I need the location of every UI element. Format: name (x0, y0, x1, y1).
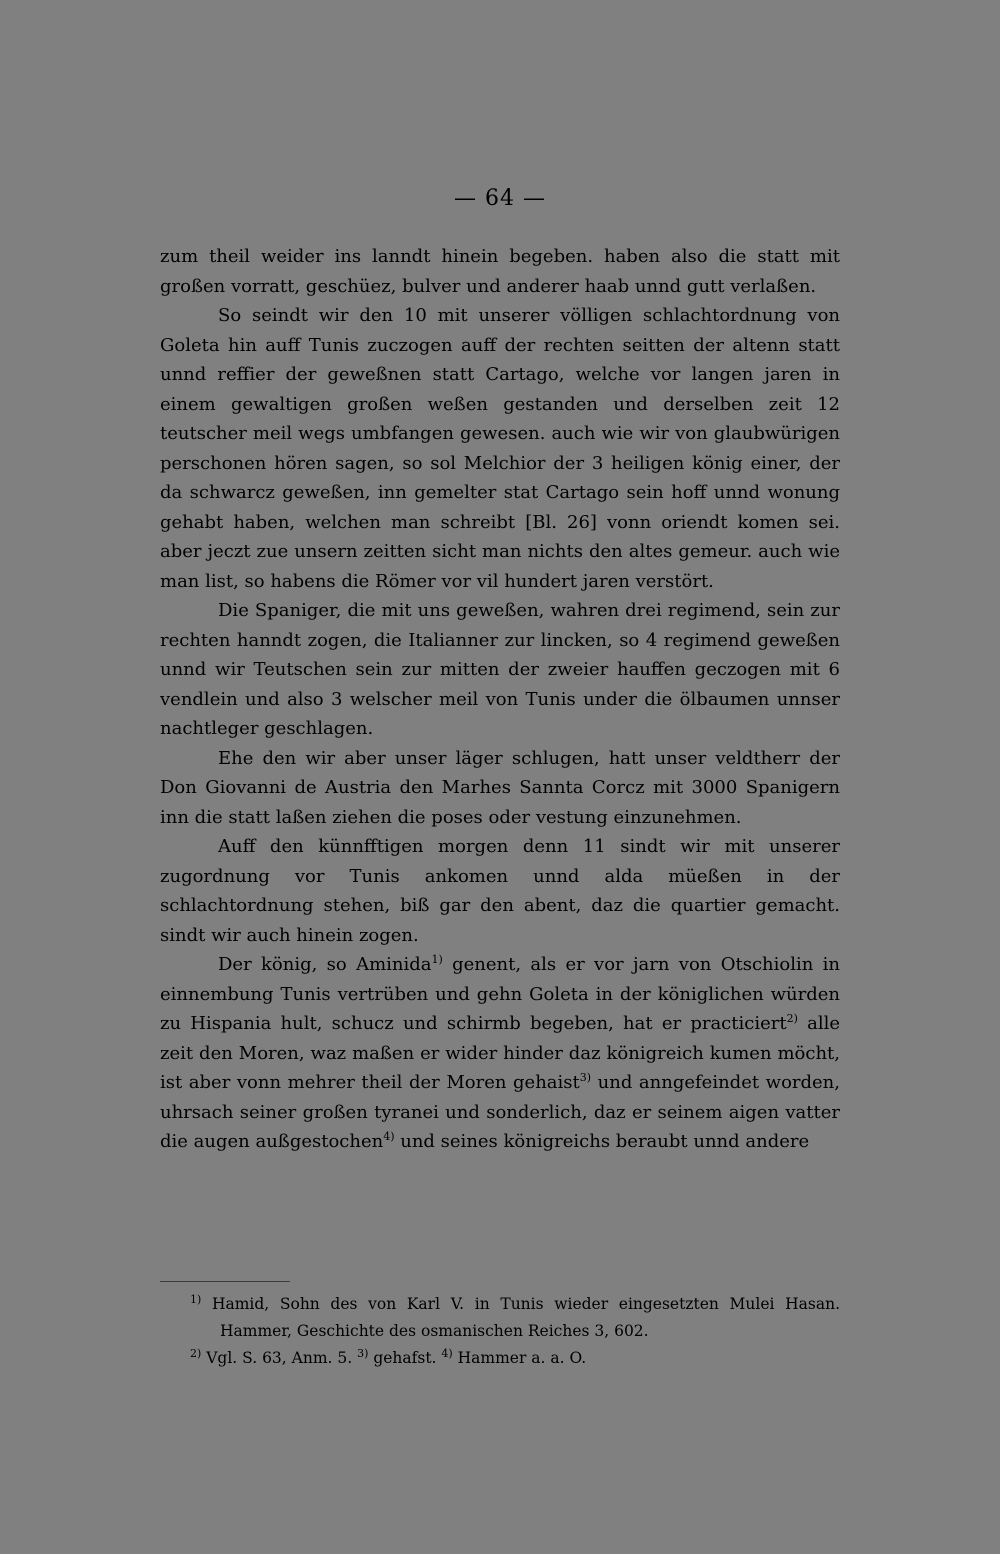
footnote-1-text: Hamid, Sohn des von Karl V. in Tunis wieder eingesetzten Mulei Hasan. Hammer, Geschichte des osmanischen Reiches 3, 602. (201, 1295, 840, 1340)
footnote-divider (160, 1281, 290, 1282)
body-text (160, 242, 840, 1157)
footnote-2-text: Vgl. S. 63, Anm. 5. (201, 1349, 358, 1367)
footnote-3-mark: 3) (357, 1346, 369, 1360)
footnote-2-mark: 2) (190, 1346, 202, 1360)
paragraph-2: So seindt wir den 10 mit unserer völligen schlachtordnung von Goleta hin auff Tunis zuczogen auff der rechten seitten der altenn statt unnd reffier der geweßnen statt Cartago, welche vor langen jaren in einem gewaltigen großen weßen gestanden und derselben zeit 12 teutscher meil wegs umbfangen gewesen. auch wie wir von glaubwürigen perschonen hören sagen, so sol Melchior der 3 heiligen könig einer, der da schwarcz geweßen, inn gemelter stat Cartago sein hoff unnd wonung gehabt haben, welchen man schreibt [Bl. 26] vonn oriendt komen sei. aber jeczt zue unsern zeitten sicht man nichts den altes gemeur. auch wie man list, so habens die Römer vor vil hundert jaren verstört. (160, 305, 840, 592)
paragraph-6-text-c: alle zeit den Moren, waz maßen er wider hinder daz königreich kumen möcht, ist aber vonn mehrer theil der Moren gehaist (160, 1013, 840, 1093)
footnotes (190, 1291, 840, 1372)
footnote-2-3-4 (190, 1345, 840, 1372)
footnote-1 (190, 1291, 840, 1345)
footnote-ref-1: 1) (431, 953, 443, 966)
page-number: — 64 — (454, 186, 546, 211)
paragraph-6-text-a: Der könig, so Aminida (218, 954, 432, 975)
paragraph-6-text-e: und seines königreichs beraubt unnd andere (394, 1131, 810, 1152)
footnote-ref-4: 4) (383, 1130, 395, 1143)
paragraph-4: Ehe den wir aber unser läger schlugen, hatt unser veldtherr der Don Giovanni de Austria den Marhes Sannta Corcz mit 3000 Spanigern inn die statt laßen ziehen die poses oder vestung einzunehmen. (160, 747, 840, 828)
footnote-ref-3: 3) (579, 1071, 592, 1084)
paragraph-6-text-d: und anngefeindet worden, uhrsach seiner großen tyranei und sonderlich, daz er seinem aigen vatter die augen außgestochen (160, 1072, 841, 1152)
footnote-1-mark: 1) (190, 1292, 202, 1306)
paragraph-6 (160, 950, 840, 1157)
footnote-4-mark: 4) (441, 1346, 453, 1360)
paragraph-1: zum theil weider ins lanndt hinein begeben. haben also die statt mit großen vorratt, geschüez, bulver und anderer haab unnd gutt verlaßen. (160, 246, 840, 297)
paragraph-5: Auff den künnfftigen morgen denn 11 sindt wir mit unserer zugordnung vor Tunis ankomen unnd alda müeßen in der schlachtordnung stehen, biß gar den abent, daz die quartier gemacht. sindt wir auch hinein zogen. (160, 836, 840, 946)
footnote-3-text: gehafst. (368, 1349, 442, 1367)
paragraph-3: Die Spaniger, die mit uns geweßen, wahren drei regimend, sein zur rechten hanndt zogen, die Italianner zur lincken, so 4 regimend geweßen unnd wir Teutschen sein zur mitten der zweier hauffen geczogen mit 6 vendlein und also 3 welscher meil von Tunis under die ölbaumen unnser nachtleger geschlagen. (160, 600, 840, 739)
footnote-4-text: Hammer a. a. O. (452, 1349, 587, 1367)
footnote-ref-2: 2) (786, 1012, 798, 1025)
paragraph-6-text-b: genent, als er vor jarn von Otschiolin in einnembung Tunis vertrüben und gehn Goleta in der königlichen würden zu Hispania hult, schucz und schirmb begeben, hat er practiciert (160, 954, 840, 1034)
